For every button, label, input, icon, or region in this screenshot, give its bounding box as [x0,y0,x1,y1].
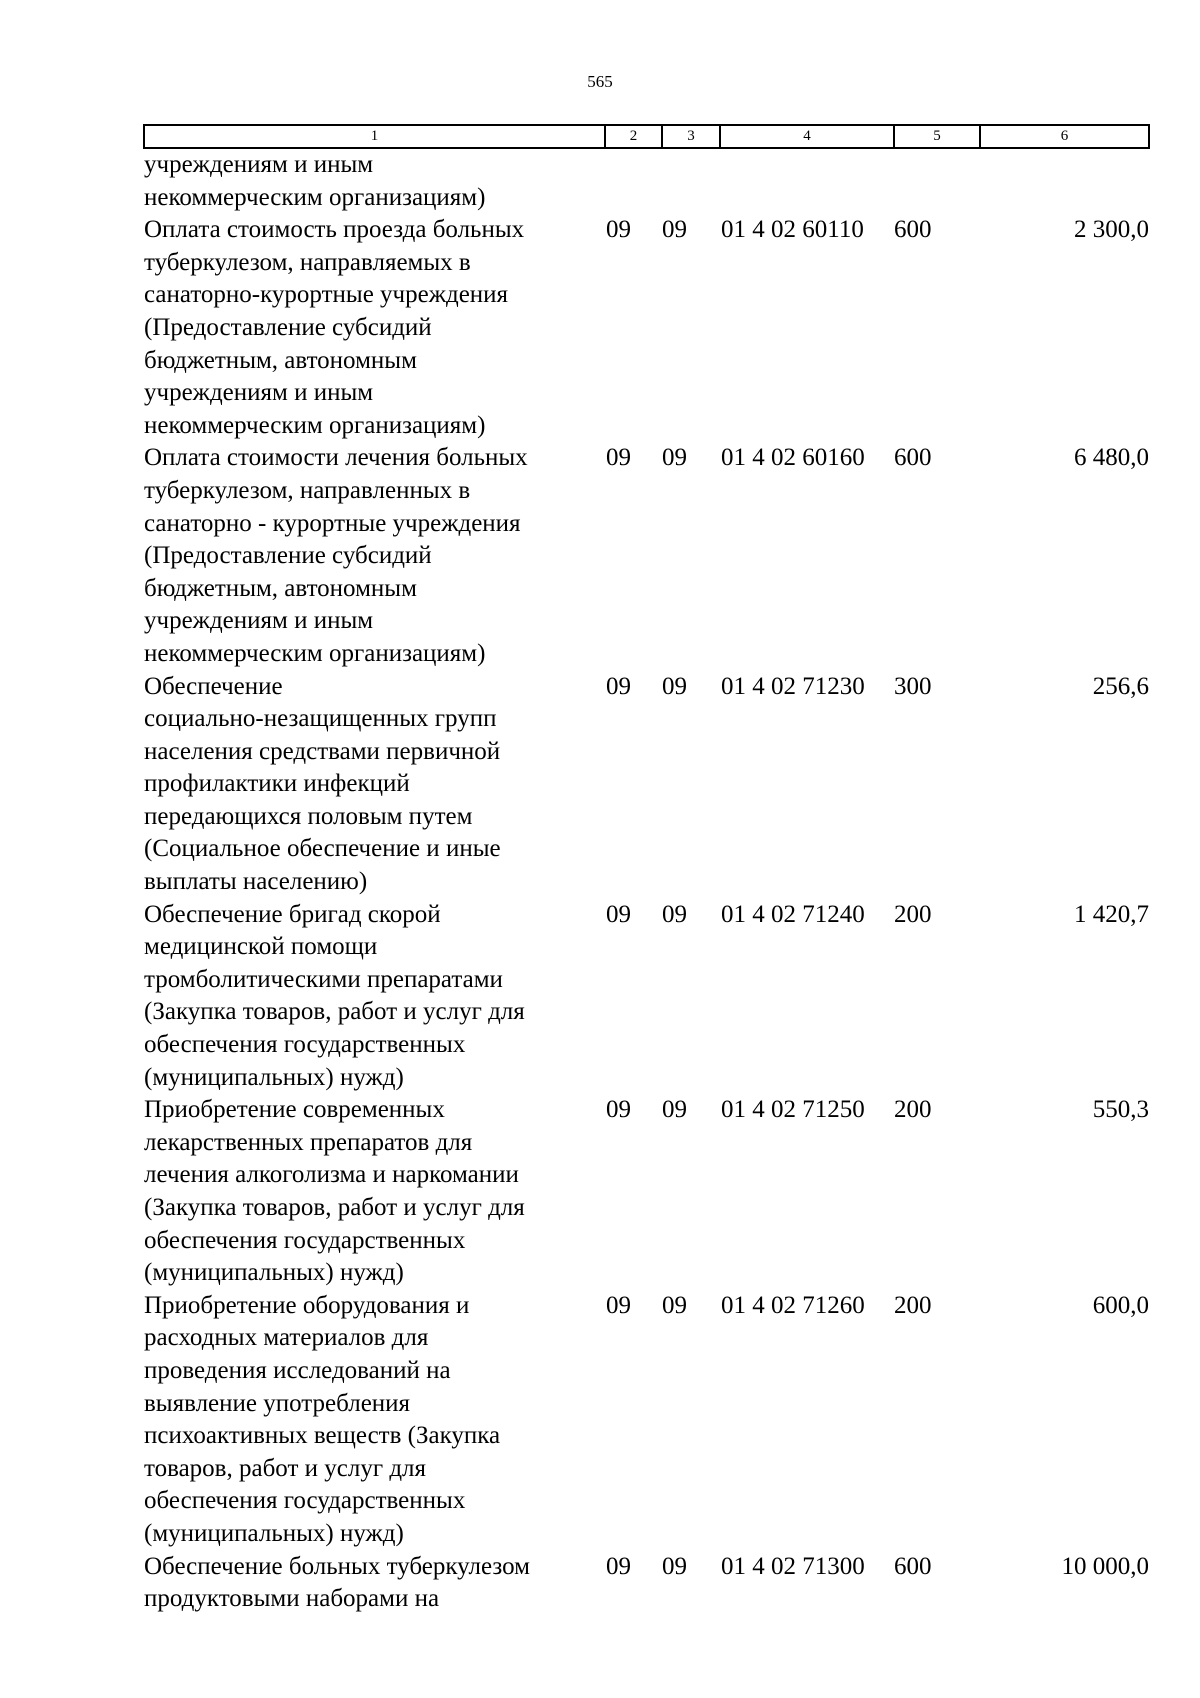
row-section-code: 09 [606,1552,631,1580]
row-target-article: 01 4 02 60160 [721,444,865,472]
header-col-2: 2 [605,125,662,148]
row-target-article [720,148,894,214]
row-amount: 256,6 [1092,672,1149,700]
row-expense-type: 200 [894,900,932,928]
row-subsection-code: 09 [662,1552,687,1580]
row-expense-type [894,148,980,214]
row-amount: 550,3 [1092,1096,1149,1124]
row-target-article: 01 4 02 71250 [721,1096,865,1124]
row-section-code: 09 [606,444,631,472]
page-number: 565 [587,72,613,91]
table-header [144,125,1149,148]
row-section-code: 09 [606,1096,631,1124]
row-section-code: 09 [606,1291,631,1319]
row-subsection-code: 09 [662,672,687,700]
row-section-code [605,148,662,214]
row-expense-type: 200 [894,1291,932,1319]
row-subsection-code: 09 [662,1291,687,1319]
row-amount: 600,0 [1092,1291,1149,1319]
row-description: Обеспечение больных туберкулезом продуктовыми наборами на [144,1552,530,1613]
row-expense-type: 300 [894,672,932,700]
budget-table [143,124,1150,1616]
row-target-article: 01 4 02 71260 [721,1291,865,1319]
row-target-article: 01 4 02 71240 [721,900,865,928]
row-subsection-code: 09 [662,1096,687,1124]
header-col-1: 1 [144,125,605,148]
header-col-6: 6 [980,125,1149,148]
table-row [144,899,1149,1095]
row-subsection-code: 09 [662,444,687,472]
row-target-article: 01 4 02 71300 [721,1552,865,1580]
row-section-code: 09 [606,900,631,928]
header-col-4: 4 [720,125,894,148]
row-amount: 6 480,0 [1074,444,1149,472]
row-description: Приобретение оборудования и расходных материалов для проведения исследований на выявление употребления психоактивных веществ (Закупка товаров, работ и услуг для обеспечения государственных (муниципальных) нужд) [144,1291,501,1547]
row-amount: 2 300,0 [1074,216,1149,244]
row-subsection-code: 09 [662,216,687,244]
table-row [144,442,1149,670]
table-body [144,148,1149,1616]
row-expense-type: 600 [894,216,932,244]
table-row [144,671,1149,899]
row-description: Оплата стоимости лечения больных туберкулезом, направленных в санаторно - курортные учреждения (Предоставление субсидий бюджетным, автономным учреждениям и иным некоммерческим организациям) [144,444,528,667]
row-expense-type: 200 [894,1096,932,1124]
row-description: Оплата стоимость проезда больных туберкулезом, направляемых в санаторно-курортные учреждения (Предоставление субсидий бюджетным, автономным учреждениям и иным некоммерческим организациям) [144,216,525,439]
row-section-code: 09 [606,216,631,244]
table-row [144,148,1149,214]
table-row [144,214,1149,442]
row-description: учреждениям и иным некоммерческим организациям) [144,151,486,211]
row-target-article: 01 4 02 71230 [721,672,865,700]
row-description: Обеспечение бригад скорой медицинской помощи тромболитическими препаратами (Закупка товаров, работ и услуг для обеспечения государственных (муниципальных) нужд) [144,900,525,1091]
header-col-5: 5 [894,125,980,148]
row-amount [980,148,1149,214]
row-amount: 10 000,0 [1061,1552,1149,1580]
row-description: Приобретение современных лекарственных препаратов для лечения алкоголизма и наркомании (Закупка товаров, работ и услуг для обеспечения государственных (муниципальных) нужд) [144,1096,525,1287]
row-amount: 1 420,7 [1074,900,1149,928]
row-subsection-code: 09 [662,900,687,928]
header-col-3: 3 [662,125,720,148]
table-row [144,1094,1149,1290]
header-row [144,125,1149,148]
row-expense-type: 600 [894,1552,932,1580]
row-target-article: 01 4 02 60110 [721,216,864,244]
table-row [144,1290,1149,1551]
row-section-code: 09 [606,672,631,700]
row-expense-type: 600 [894,444,932,472]
table-row [144,1551,1149,1616]
row-description: Обеспечение социально-незащищенных групп населения средствами первичной профилактики инфекций передающихся половым путем (Социальное обеспечение и иные выплаты населению) [144,672,501,896]
row-subsection-code [662,148,720,214]
